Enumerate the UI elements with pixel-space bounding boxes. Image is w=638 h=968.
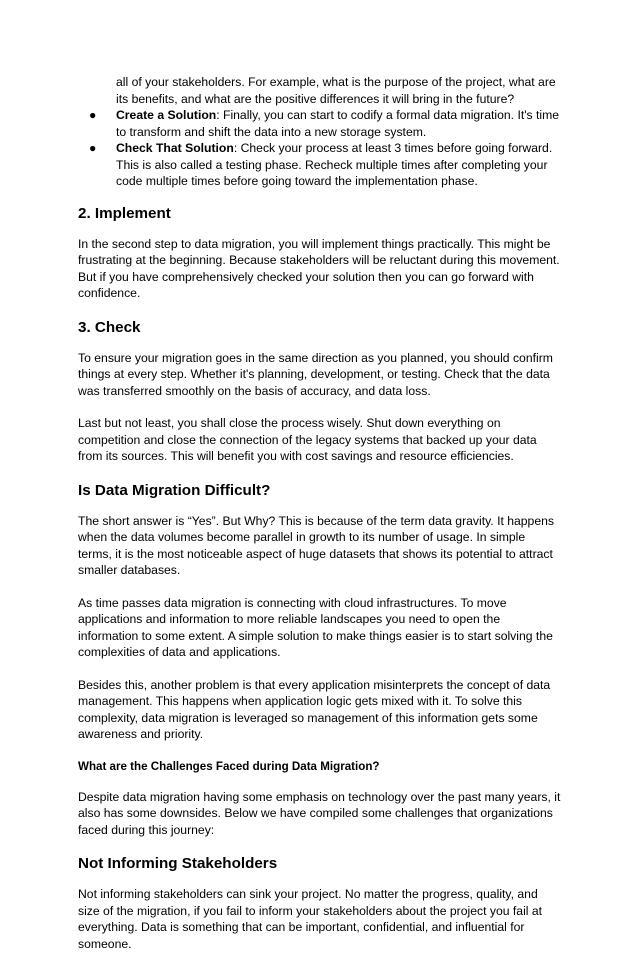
paragraph: Not informing stakeholders can sink your project. No matter the progress, quality, and size of the migration, if you fail to inform your stakeholders about the project you fail at everything. Data is something that can be important, confidential, and influential for someone.: [78, 887, 543, 951]
heading-implement: 2. Implement: [78, 204, 171, 222]
bullet-title: Check That Solution: [116, 141, 234, 155]
bullet-text: : Check your process at least 3 times before going forward. This is also called a testing phase. Recheck multiple times after completing your code multiple times before going toward the implementation phase.: [116, 141, 553, 188]
paragraph: To ensure your migration goes in the same direction as you planned, you should confirm things at every step. Whether it's planning, development, or testing. Check that the data was transferred smoothly on the basis of accuracy, and data loss.: [78, 350, 553, 398]
heading-not-informing-stakeholders: Not Informing Stakeholders: [78, 855, 278, 872]
bullet-title: Create a Solution: [116, 108, 217, 122]
paragraph: Besides this, another problem is that every application misinterprets the concept of data management. This happens when application logic gets mixed with it. To solve this complexity, data migration is leveraged so management of this information gets some awareness and priority.: [78, 677, 551, 741]
paragraph: In the second step to data migration, you will implement things practically. This might be frustrating at the beginning. Because stakeholders will be reluctant during this movement. But if you have comprehensively checked your solution then you can go forward with confidence.: [78, 236, 560, 300]
solution-bullet-list: [78, 107, 562, 190]
bullet-dot-icon: ●: [89, 108, 97, 122]
bullet-text: : Finally, you can start to codify a formal data migration. It's time to transform and shift the data into a new storage system.: [116, 108, 560, 139]
bullet-dot-icon: ●: [89, 141, 97, 155]
heading-challenges: What are the Challenges Faced during Data Migration?: [78, 759, 380, 773]
intro-continuation: all of your stakeholders. For example, what is the purpose of the project, what are its benefits, and what are the positive differences it will bring in the future?: [116, 75, 556, 106]
paragraph: As time passes data migration is connecting with cloud infrastructures. To move applications and information to more reliable landscapes you need to open the information to some extent. A simple solution to make things easier is to start solving the complexities of data and applications.: [78, 595, 553, 659]
document-content: [78, 74, 562, 968]
heading-check: 3. Check: [78, 318, 141, 336]
bullet-create-solution: [78, 107, 562, 140]
bullet-check-solution: [78, 140, 562, 190]
paragraph: The short answer is “Yes”. But Why? This is because of the term data gravity. It happens when the data volumes become parallel in growth to its number of usage. In simple terms, it is the most noticeable aspect of huge datasets that shows its potential to attract smaller databases.: [78, 513, 554, 577]
heading-is-migration-difficult: Is Data Migration Difficult?: [78, 481, 271, 499]
spacer: [78, 190, 562, 204]
paragraph: Despite data migration having some emphasis on technology over the past many years, it also has some downsides. Below we have compiled some challenges that organizations faced during this journey:: [78, 789, 561, 837]
paragraph: Last but not least, you shall close the process wisely. Shut down everything on competition and close the connection of the legacy systems that backed up your data from its sources. This will benefit you with cost savings and resource efficiencies.: [78, 416, 537, 463]
